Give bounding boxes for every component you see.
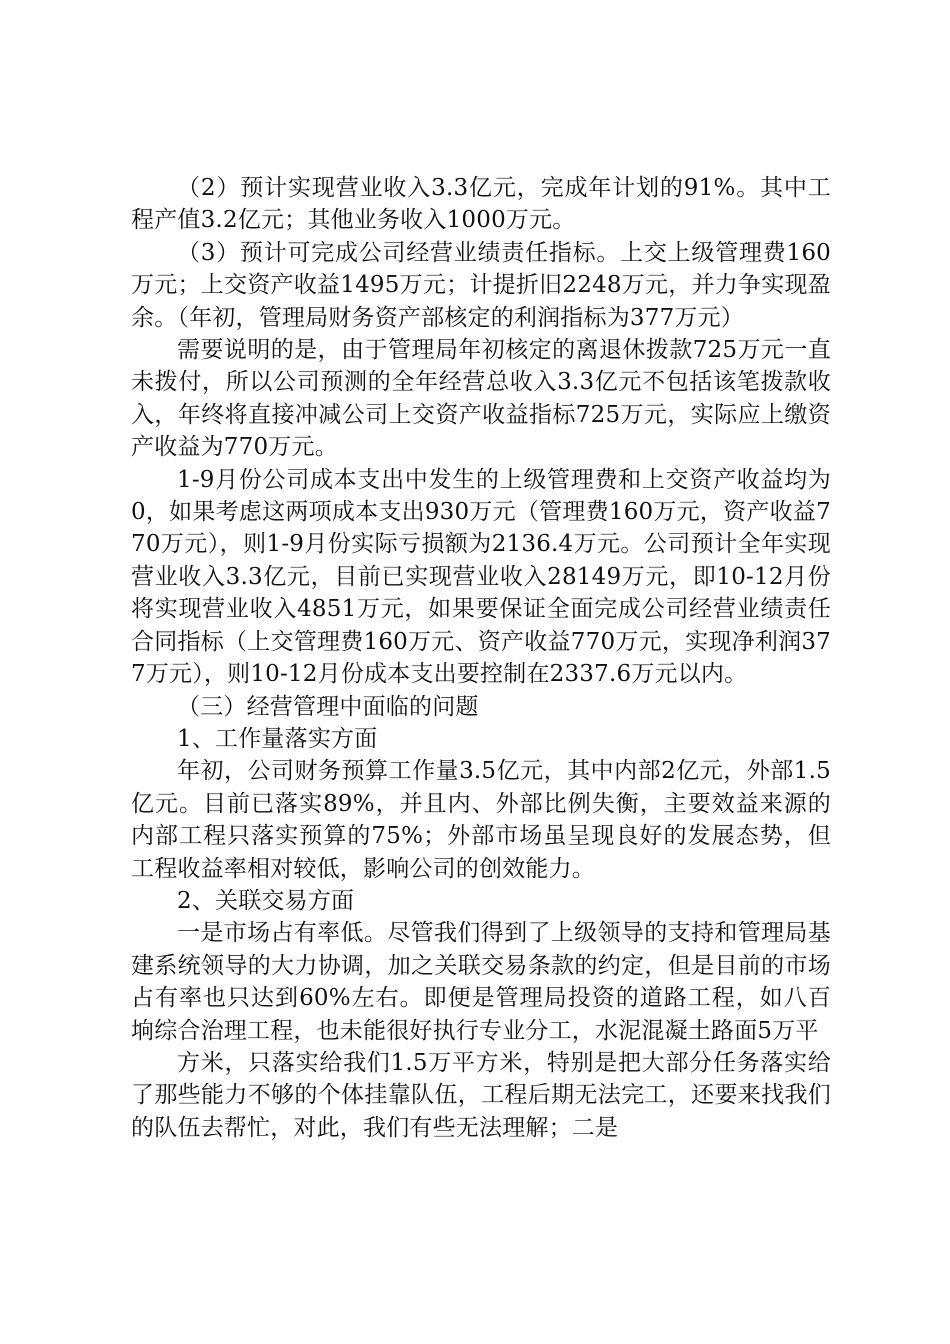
paragraph-revenue-forecast: （2）预计实现营业收入3.3亿元，完成年计划的91%。其中工程产值3.2亿元；其他业务收入1000万元。 xyxy=(131,175,831,234)
section-heading-problems: （三）经营管理中面临的问题 xyxy=(177,693,479,720)
paragraph-market-share-continued: 方米，只落实给我们1.5万平方米，特别是把大部分任务落实给了那些能力不够的个体挂靠队伍，工程后期无法完工，还要来找我们的队伍去帮忙，对此，我们有些无法理解；二是 xyxy=(131,1049,831,1141)
subheading-related-transactions: 2、关联交易方面 xyxy=(177,887,355,914)
paragraph-market-share: 一是市场占有率低。尽管我们得到了上级领导的支持和管理局基建系统领导的大力协调，加之关联交易条款的约定，但是目前的市场占有率也只达到60%左右。即便是管理局投资的道路工程，如八百垧综合治理工程，也未能很好执行专业分工，水泥混凝土路面5万平 xyxy=(131,920,831,1044)
subheading-workload: 1、工作量落实方面 xyxy=(177,725,378,752)
paragraph-cost-analysis: 1-9月份公司成本支出中发生的上级管理费和上交资产收益均为0，如果考虑这两项成本支出930万元（管理费160万元，资产收益770万元），则1-9月份实际亏损额为2136.4万元。公司预计全年实现营业收入3.3亿元，目前已实现营业收入28149万元，即10-12月份将实现营业收入4851万元，如果要保证全面完成公司经营业绩责任合同指标（上交管理费160万元、资产收益770万元，实现净利润377万元），则10-12月份成本支出要控制在2337.6万元以内。 xyxy=(131,466,831,688)
paragraph-workload: 年初，公司财务预算工作量3.5亿元，其中内部2亿元，外部1.5亿元。目前已落实89%，并且内、外部比例失衡，主要效益来源的内部工程只落实预算的75%；外部市场虽呈现良好的发展态势，但工程收益率相对较低，影响公司的创效能力。 xyxy=(131,758,831,882)
paragraph-performance-target: （3）预计可完成公司经营业绩责任指标。上交上级管理费160万元；上交资产收益1495万元；计提折旧2248万元，并力争实现盈余。（年初，管理局财务资产部核定的利润指标为377万元） xyxy=(131,239,831,331)
document-page xyxy=(131,172,831,1144)
paragraph-retirement-allocation-note: 需要说明的是，由于管理局年初核定的离退休拨款725万元一直未拨付，所以公司预测的全年经营总收入3.3亿元不包括该笔拨款收入，年终将直接冲减公司上交资产收益指标725万元，实际应上缴资产收益为770万元。 xyxy=(131,337,831,461)
